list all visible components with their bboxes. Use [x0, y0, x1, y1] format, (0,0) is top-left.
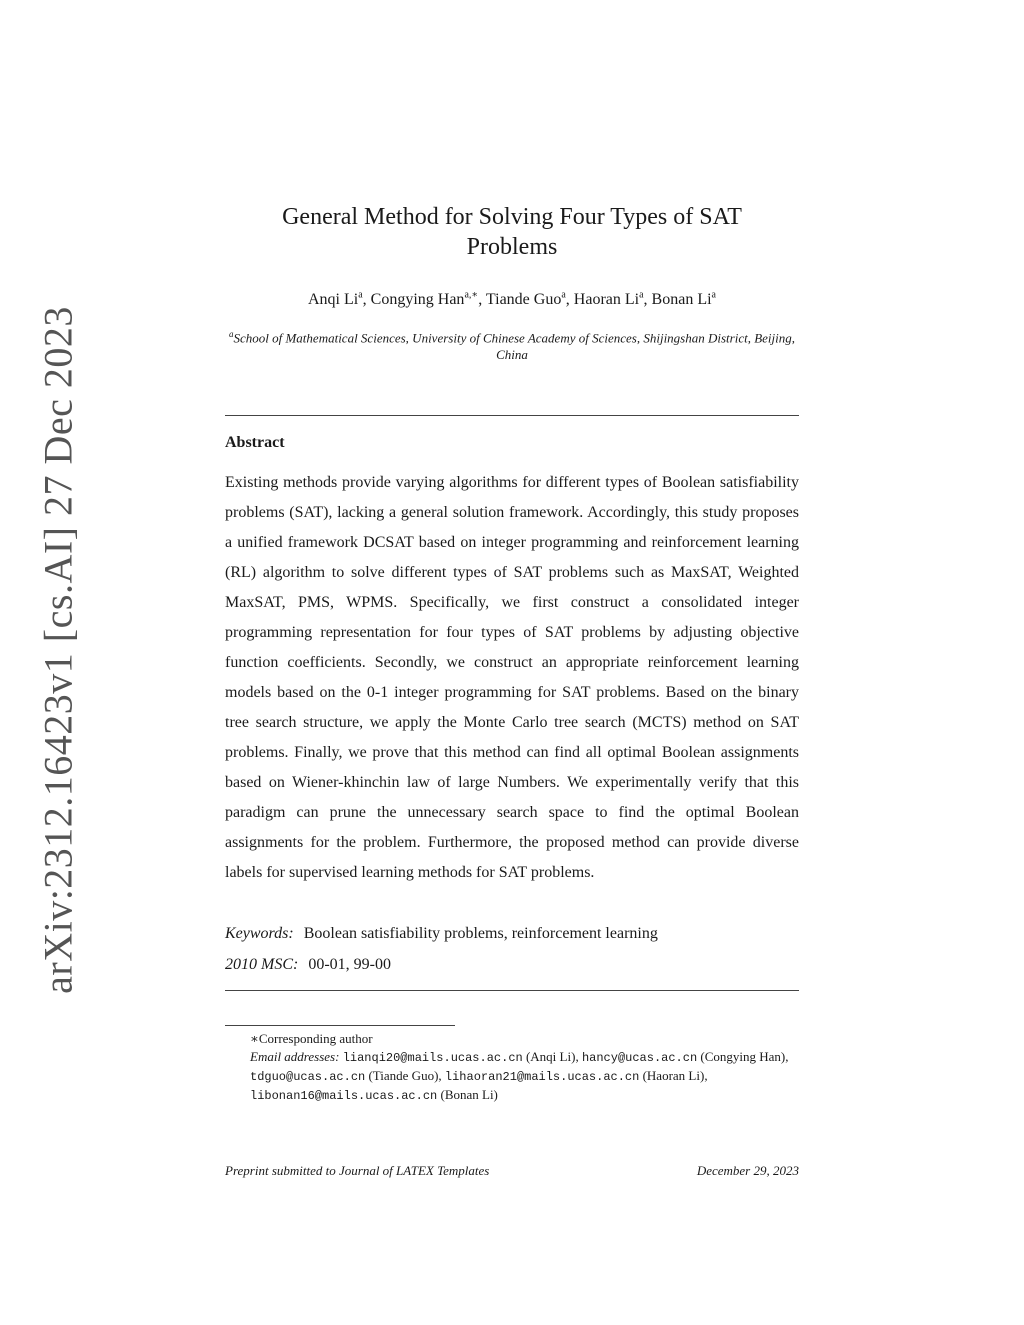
affiliation-text: School of Mathematical Sciences, University of Chinese Academy of Sciences, Shijingshan District, Beijing, China — [233, 330, 796, 363]
msc-value: 00-01, 99-00 — [308, 956, 391, 973]
keywords — [225, 925, 658, 943]
email-link[interactable]: lihaoran21@mails.ucas.ac.cn — [444, 1070, 640, 1084]
email-addresses — [225, 1048, 799, 1105]
email-label: Email addresses: — [250, 1049, 340, 1064]
paper-title — [225, 202, 799, 262]
footnote — [225, 1030, 799, 1105]
author: Bonan Li$^a$ — [651, 290, 716, 309]
corresponding-author-note: ∗Corresponding author — [250, 1031, 373, 1046]
email-entry: libonan16@mails.ucas.ac.cn (Bonan Li) — [250, 1087, 498, 1103]
email-link[interactable]: tdguo@ucas.ac.cn — [250, 1070, 366, 1084]
email-link[interactable]: lianqi20@mails.ucas.ac.cn — [342, 1051, 523, 1065]
author: Anqi Li$^a$, — [307, 290, 371, 309]
abstract-bottom-rule — [225, 990, 799, 991]
footnote-rule — [225, 1025, 455, 1026]
abstract-top-rule — [225, 415, 799, 416]
email-link[interactable]: libonan16@mails.ucas.ac.cn — [250, 1089, 438, 1103]
arxiv-identifier-stamp: arXiv:2312.16423v1 [cs.AI] 27 Dec 2023 — [35, 306, 81, 994]
abstract-text: Existing methods provide varying algorithms for different types of Boolean satisfiability problems (SAT), lacking a general solution framework. Accordingly, this study proposes a unified framework DCSAT based on integer programming and reinforcement learning (RL) algorithm to solve different types of SAT problems such as MaxSAT, Weighted MaxSAT, PMS, WPMS. Specifically, we first construct a consolidated integer programming representation for four types of SAT problems by adjusting objective function coefficients. Secondly, we construct an appropriate reinforcement learning models based on the 0-1 integer programming for SAT problems. Based on the binary tree search structure, we apply the Monte Carlo tree search (MCTS) method on SAT problems. Finally, we prove that this method can find all optimal Boolean assignments based on Wiener-khinchin law of large Numbers. We experimentally verify that this paradigm can prune the unnecessary search space to find the optimal Boolean assignments for the problem. Furthermore, the proposed method can provide diverse labels for supervised learning methods for SAT problems. — [225, 474, 799, 881]
email-entry: tdguo@ucas.ac.cn (Tiande Guo), — [250, 1068, 445, 1084]
email-entry: lianqi20@mails.ucas.ac.cn (Anqi Li), — [342, 1049, 582, 1065]
msc-label: 2010 MSC: — [225, 956, 299, 973]
msc-codes — [225, 956, 391, 974]
footer-journal-note: Preprint submitted to Journal of LATEX Templates — [225, 1163, 490, 1178]
abstract-heading: Abstract — [225, 434, 285, 451]
email-link[interactable]: hancy@ucas.ac.cn — [581, 1051, 698, 1065]
author: Congying Han$^{a,∗}$, — [370, 290, 486, 309]
author: Haoran Li$^a$, — [573, 290, 652, 309]
email-entry: lihaoran21@mails.ucas.ac.cn (Haoran Li), — [444, 1068, 708, 1084]
keywords-label: Keywords: — [225, 925, 294, 942]
author-list — [225, 290, 799, 309]
title-line-2: Problems — [466, 234, 558, 260]
affiliation — [225, 326, 799, 363]
author: Tiande Guo$^a$, — [485, 290, 574, 309]
title-line-1: General Method for Solving Four Types of SAT — [282, 204, 742, 230]
affiliation-mark: a — [228, 329, 234, 339]
footer-date: December 29, 2023 — [696, 1163, 799, 1178]
email-entry: hancy@ucas.ac.cn (Congying Han), — [581, 1049, 789, 1065]
keywords-value: Boolean satisfiability problems, reinforcement learning — [303, 925, 658, 942]
